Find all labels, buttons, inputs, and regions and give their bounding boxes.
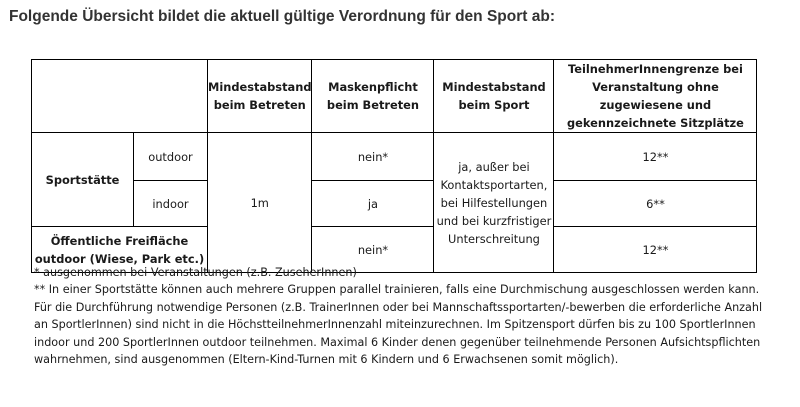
row-sublabel-indoor: indoor [134,181,208,227]
row-label-sportstaette: Sportstätte [32,133,134,227]
cell-grenze-indoor: 6** [554,181,757,227]
page-heading: Folgende Übersicht bildet die aktuell gültige Verordnung für den Sport ab: [9,8,555,25]
cell-maske-outdoor: nein* [312,133,434,181]
table-row-indoor [32,181,757,227]
footnotes [34,264,774,368]
header-mindestabstand-betreten: Mindestabstand beim Betreten [208,60,312,133]
header-maskenpflicht: Maskenpflicht beim Betreten [312,60,434,133]
regulation-table [31,59,757,273]
row-label-freiflaeche: Öffentliche Freifläche outdoor (Wiese, Park etc.) [32,227,208,273]
row-sublabel-outdoor: outdoor [134,133,208,181]
footnote-double-star: ** In einer Sportstätte können auch mehrere Gruppen parallel trainieren, falls eine Durchmischung ausgeschlossen werden kann. Für die Durchführung notwendige Personen (z.B. TrainerInnen oder bei Mannschaftssportarten/-bewerben die erforderliche Anzahl an SportlerInnen) sind nicht in die HöchstteilnehmerInnenzahl miteinzurechnen. Im Spitzensport dürfen bis zu 100 SportlerInnen indoor und 200 SportlerInnen outdoor teilnehmen. Maximal 6 Kinder denen gegenüber teilnehmende Personen Aufsichtspflichten wahrnehmen, sind ausgenommen (Eltern-Kind-Turnen mit 6 Kindern und 6 Erwachsenen somit möglich). [34,283,763,367]
cell-abstand-sport: ja, außer bei Kontaktsportarten, bei Hilfestellungen und bei kurzfristiger Unterschreitung [434,133,554,273]
header-teilnehmergrenze: TeilnehmerInnengrenze bei Veranstaltung ohne zugewiesene und gekennzeichnete Sitzplätze [554,60,757,133]
cell-maske-frei: nein* [312,227,434,273]
table-header-row [32,60,757,133]
table-row-outdoor [32,133,757,181]
cell-grenze-frei: 12** [554,227,757,273]
header-mindestabstand-sport: Mindestabstand beim Sport [434,60,554,133]
cell-abstand-betreten: 1m [208,133,312,273]
cell-maske-indoor: ja [312,181,434,227]
regulation-table-wrapper [31,59,757,273]
header-empty-cell [32,60,208,133]
cell-grenze-outdoor: 12** [554,133,757,181]
footnote-single-star: * ausgenommen bei Veranstaltungen (z.B. ZuseherInnen) [34,266,357,279]
